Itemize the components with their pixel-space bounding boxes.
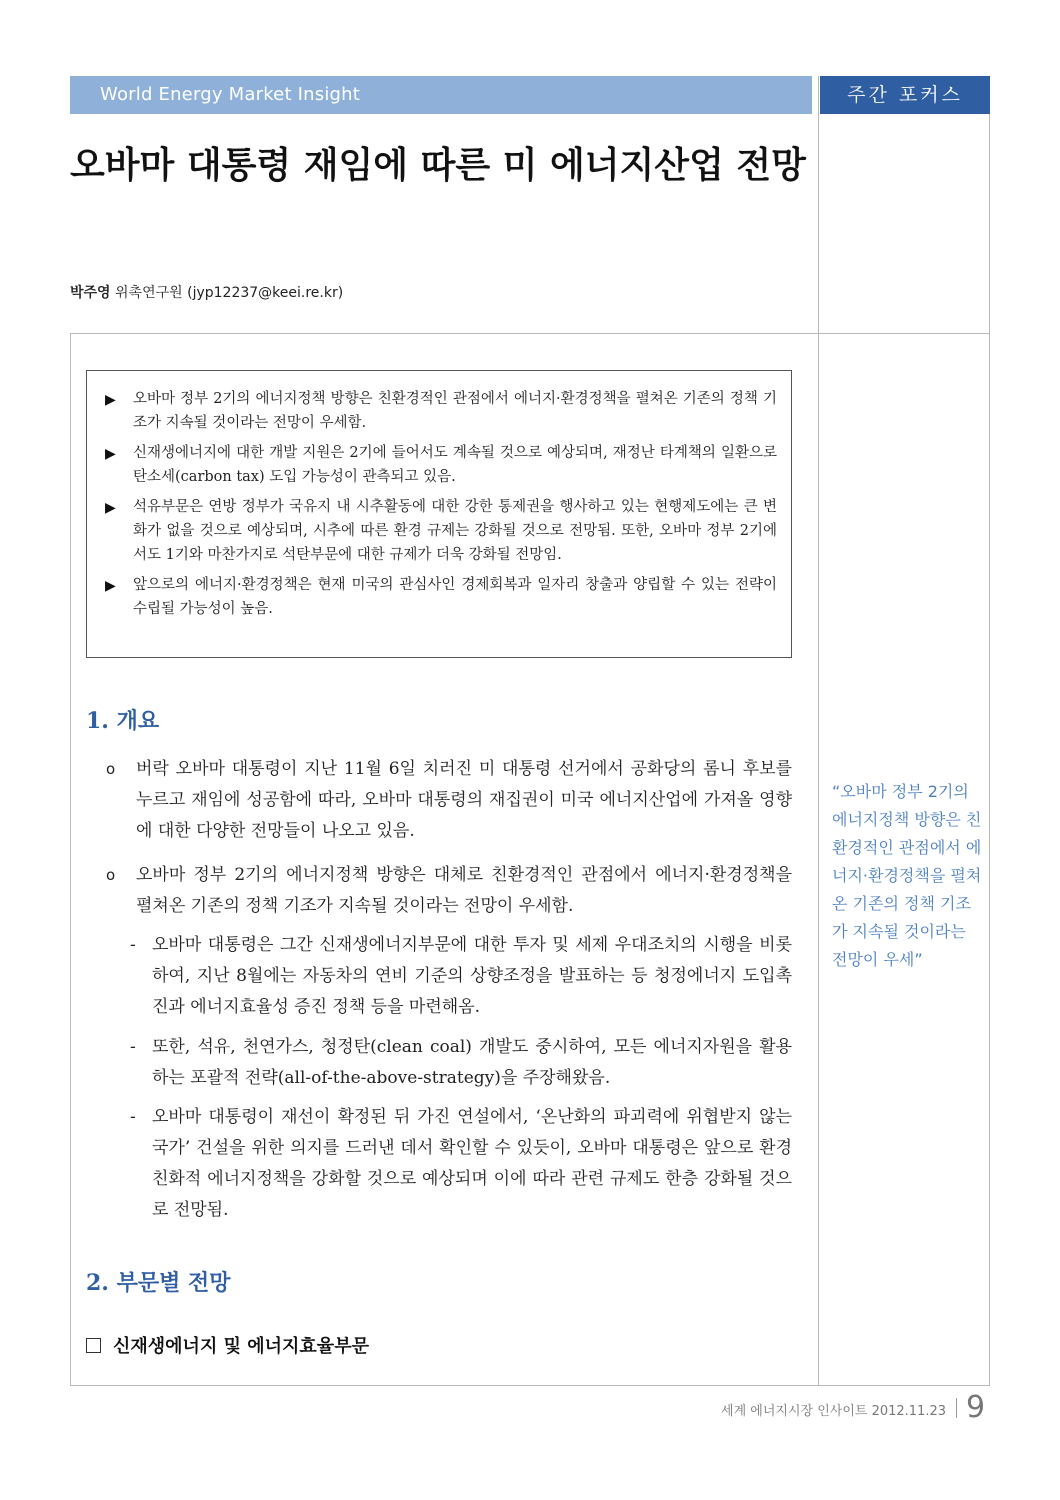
article-title: 오바마 대통령 재임에 따른 미 에너지산업 전망 [70,145,806,186]
summary-item-text: 신재생에너지에 대한 개발 지원은 2기에 들어서도 계속될 것으로 예상되며, 재정난 타계책의 일환으로 탄소세(carbon tax) 도입 가능성이 관측되고 있음. [133,445,777,485]
body-bullet-text: 오바마 정부 2기의 에너지정책 방향은 대체로 친환경적인 관점에서 에너지·환경정책을 펼쳐온 기존의 정책 기조가 지속될 것이라는 전망이 우세함. [136,865,792,916]
subsection-heading [86,1332,369,1358]
circle-bullet-icon: o [106,866,116,884]
body-bullet [106,754,792,847]
footer-divider [70,1385,990,1386]
column-divider-upper [818,76,819,334]
summary-item-text: 앞으로의 에너지·환경정책은 현재 미국의 관심사인 경제회복과 일자리 창출과 양립할 수 있는 전략이 수립될 가능성이 높음. [133,577,777,617]
series-title: World Energy Market Insight [100,84,361,105]
triangle-bullet-icon: ▶ [105,392,116,408]
footer-separator [956,1398,957,1418]
triangle-bullet-icon: ▶ [105,500,116,516]
summary-item [105,495,777,567]
body-dash-text: 오바마 대통령은 그간 신재생에너지부문에 대한 투자 및 세제 우대조치의 시행을 비롯하여, 지난 8월에는 자동차의 연비 기준의 상향조정을 발표하는 등 청정에너지 도입촉진과 에너지효율성 증진 정책 등을 마련해옴. [152,935,792,1017]
header-divider [70,333,990,334]
footer-publication: 세계 에너지시장 인사이트 2012.11.23 [721,1404,946,1419]
body-dash-item [130,1102,792,1226]
series-header-bar [70,76,812,114]
summary-item [105,573,777,621]
left-border [70,334,71,1386]
column-divider-lower [818,334,819,1386]
author-role: 위촉연구원 (jyp12237@keei.re.kr) [115,285,344,301]
checkbox-square-icon [86,1338,101,1353]
dash-marker: - [130,1037,136,1057]
dash-marker: - [130,1107,136,1127]
sidebar-pull-quote: “오바마 정부 2기의 에너지정책 방향은 친환경적인 관점에서 에너지·환경정책을 펼쳐온 기존의 정책 기조가 지속될 것이라는 전망이 우세” [832,782,982,969]
section-heading-overview: 1. 개요 [86,708,160,734]
dash-marker: - [130,935,136,955]
body-dash-text: 또한, 석유, 천연가스, 청정탄(clean coal) 개발도 중시하여, 모든 에너지자원을 활용하는 포괄적 전략(all-of-the-above-strategy)을 주장해왔음. [152,1037,792,1088]
summary-item-text: 석유부문은 연방 정부가 국유지 내 시추활동에 대한 강한 통제권을 행사하고 있는 현행제도에는 큰 변화가 없을 것으로 예상되며, 시추에 따른 환경 규제는 강화될 것으로 전망됨. 또한, 오바마 정부 2기에서도 1기와 마찬가지로 석탄부문에 대한 규제가 더욱 강화될 전망임. [133,499,777,563]
body-bullet-text: 버락 오바마 대통령이 지난 11월 6일 치러진 미 대통령 선거에서 공화당의 롬니 후보를 누르고 재임에 성공함에 따라, 오바마 대통령의 재집권이 미국 에너지산업에 가져올 영향에 대한 다양한 전망들이 나오고 있음. [136,759,792,841]
body-dash-text: 오바마 대통령이 재선이 확정된 뒤 가진 연설에서, ‘온난화의 파괴력에 위협받지 않는 국가’ 건설을 위한 의지를 드러낸 데서 확인할 수 있듯이, 오바마 대통령은 앞으로 환경 친화적 에너지정책을 강화할 것으로 예상되며 이에 따라 관련 규제도 한층 강화될 것으로 전망됨. [152,1107,792,1220]
summary-item-text: 오바마 정부 2기의 에너지정책 방향은 친환경적인 관점에서 에너지·환경정책을 펼쳐온 기존의 정책 기조가 지속될 것이라는 전망이 우세함. [133,391,777,431]
triangle-bullet-icon: ▶ [105,578,116,594]
author-name: 박주영 [70,285,111,301]
summary-box [86,370,792,658]
triangle-bullet-icon: ▶ [105,446,116,462]
subsection-heading-text: 신재생에너지 및 에너지효율부문 [113,1336,369,1357]
body-dash-item [130,930,792,1023]
section-tag-label: 주간 포커스 [847,84,963,106]
author-line [70,282,343,302]
body-bullet [106,860,792,922]
circle-bullet-icon: o [106,760,116,778]
summary-item [105,387,777,435]
section-heading-sector-outlook: 2. 부문별 전망 [86,1270,231,1296]
summary-item [105,441,777,489]
page-number: 9 [966,1390,986,1425]
right-border [989,114,990,1386]
body-dash-item [130,1032,792,1094]
section-tag [820,76,990,114]
